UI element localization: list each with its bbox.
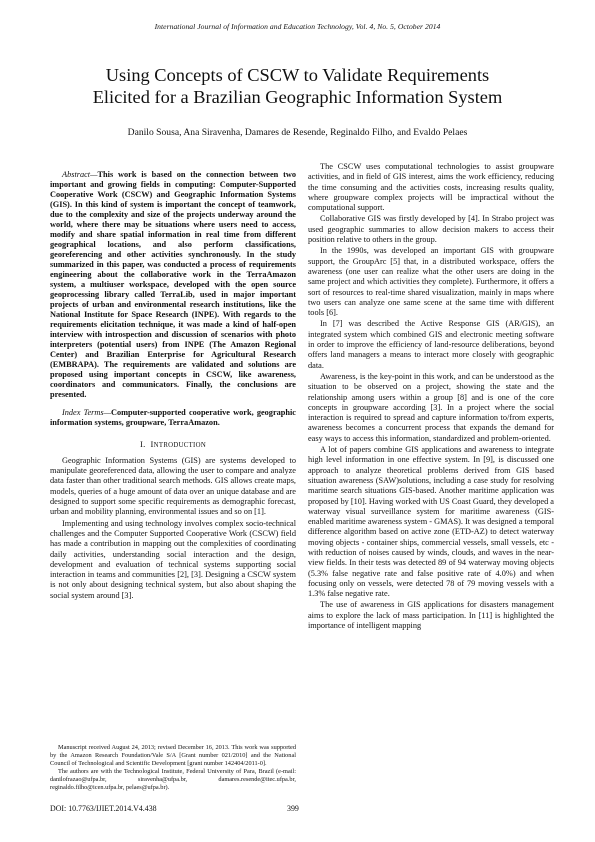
footnote-affiliation: The authors are with the Technological Institute, Federal University of Para, Brazil (e-mail: danilofrazao@ufpa.br, siravenha@ufpa.br, damares.resende@itec.ufpa.br, reginaldo.filho@icen.ufpa.br, pelaes@ufpa.br). bbox=[50, 767, 296, 791]
index-terms-text: Computer-supported cooperative work, geographic information systems, groupware, TerraAmazon. bbox=[50, 408, 296, 428]
section-title-rest: NTRODUCTION bbox=[153, 441, 207, 449]
footnote-manuscript: Manuscript received August 24, 2013; revised December 16, 2013. This work was supported by the Amazon Research Foundation/Vale S/A [Grant number 021/2010] and the National Council of Technological and Scientific Development [grant number 142404/2011-0]. bbox=[50, 744, 296, 767]
paper-title bbox=[40, 64, 555, 108]
title-line-1: Using Concepts of CSCW to Validate Requirements bbox=[105, 65, 490, 85]
page-number: 399 bbox=[287, 804, 299, 813]
abstract-lead: Abstract— bbox=[62, 170, 98, 179]
index-terms bbox=[50, 408, 296, 429]
index-terms-lead: Index Terms— bbox=[62, 408, 111, 417]
body-paragraph: Collaborative GIS was firstly developed by [4]. In Strabo project was used geographic summaries to allow decision makers to access their position relative to others in the group. bbox=[308, 214, 554, 245]
abstract bbox=[50, 170, 296, 400]
intro-paragraph: Implementing and using technology involves complex socio-technical challenges and the Computer Supported Cooperative Work (CSCW) field has made a contribution in mapping out the complexities of coordinating daily activities, understanding social interaction and the design, development and evaluation of technical systems supporting social interaction in teams and communities [2], [3]. Designing a CSCW system is not only about designing technical system, but also about shaping the social system around [3]. bbox=[50, 518, 296, 600]
body-paragraph: A lot of papers combine GIS applications and awareness to integrate high level information in one effective system. In [9], is discussed one approach to analyze theoretical problems derived from GIS based situation awareness (SAW)solutions, including a case study for resolving maritime search situations GIS-based. Another maritime application was proposed by [10]. Having worked with US Coast Guard, they developed a waterway visual surveillance system for maritime awareness (GIS-enabled maritime awareness system - GMAS). It was designed a temporal difference algorithm based on active zone (ETD-AZ) to detect waterway moving objects - container ships, commercial vessels, small vessels, etc - with reduction of noises caused by winds, clouds, and waves in the near-view fields. In their tests was detected 89 of 94 waterway moving objects (5.3% false negative rate and false positive rate of 4.0%) and when focusing only on vessels, were detected 78 of 79 moving vessels with a 1.3% false negative rate. bbox=[308, 445, 554, 599]
abstract-text: This work is based on the connection between two important and growing fields in computing: Computer-Supported Cooperative Work (CSCW) and Geographic Information Systems (GIS). In this kind of system is important the concept of teamwork, due to the complexity and size of the projects underway around the world, where there may be situations where users need to access, modify and share spatial information in real time from different geographical locations, and also perform classifications, georeferencing and other activities synchronously. In the study summarized in this paper, was conducted a process of requirements engineering about the collaborative work in the TerraAmazon system, a multiuser workspace, developed with the open source geoprocessing library called TerraLib, used in major important projects of urban and environmental research institutions, like the National Institute for Space Research (INPE). With regards to the requirements elicitation technique, it was made a kind of half-open interview with introspection and discussion of scenarios with photo interpreters (potential users) from INPE (The Amazon Regional Center) and Brazilian Enterprise for Agricultural Research (EMBRAPA). The requirements are validated and solutions are proposed using important concepts in CSCW, like awareness, coordinators and communicators. Finally, the conclusions are presented. bbox=[50, 170, 296, 399]
left-column bbox=[50, 170, 296, 602]
author-list: Danilo Sousa, Ana Siravenha, Damares de Resende, Reginaldo Filho, and Evaldo Pelaes bbox=[127, 127, 468, 138]
right-column bbox=[308, 162, 554, 632]
footnotes bbox=[50, 744, 296, 791]
doi-footer[interactable]: DOI: 10.7763/IJIET.2014.V4.438 bbox=[50, 804, 157, 813]
section-heading-introduction bbox=[50, 439, 296, 451]
body-paragraph: In [7] was described the Active Response GIS (AR/GIS), an integrated system which combined GIS and electronic meeting software in order to improve the efficiency of land-resource deliberations, beyond offers land managers a means to interact more closely with geographic data. bbox=[308, 319, 554, 370]
section-number: I. bbox=[139, 438, 146, 449]
section-title-cap: I bbox=[150, 438, 154, 449]
body-paragraph: Awareness, is the key-point in this work, and can be understood as the situation to be observed on a project, showing the state and the relationship among users within a group [8] and is one of the core concepts in groupware according [3]. In a project where the social interaction is required to spread and capture information to/from experts, awareness becomes a concurrent process that expands the demand for easy ways to access this information, standardized and problem-oriented. bbox=[308, 371, 554, 443]
title-line-2: Elicited for a Brazilian Geographic Information System bbox=[92, 87, 503, 107]
body-paragraph: In the 1990s, was developed an important GIS with groupware support, the GroupArc [5] that, in a distributed workspace, offers the awareness (one user can realize what the other users are doing in the same project and which activities they complete). Furthermore, it offers a sort of resources to real-time shared visualization, mainly in maps where two users can analyze one same scene at the same time with different tools [6]. bbox=[308, 246, 554, 318]
body-paragraph: The CSCW uses computational technologies to assist groupware activities, and in field of GIS interest, aims the work efficiency, reducing the time consuming and the activities costs, increasing results quality, where groupware complex projects will be impractical without the computational support. bbox=[308, 162, 554, 213]
intro-paragraph: Geographic Information Systems (GIS) are systems developed to manipulate georeferenced data, allowing the user to compare and analyze data faster than other traditional search methods. GIS allows create maps, models, queries of a huge amount of data over an unique database and are designed to support some specific requirements as demographic forecast, urban and mobility planning, environmental issues and so on [1]. bbox=[50, 455, 296, 517]
body-paragraph: The use of awareness in GIS applications for disasters management aims to explore the lack of mass participation. In [11] is highlighted the importance of intelligent mapping bbox=[308, 600, 554, 631]
journal-header: International Journal of Information and Education Technology, Vol. 4, No. 5, October 2014 bbox=[154, 22, 441, 31]
